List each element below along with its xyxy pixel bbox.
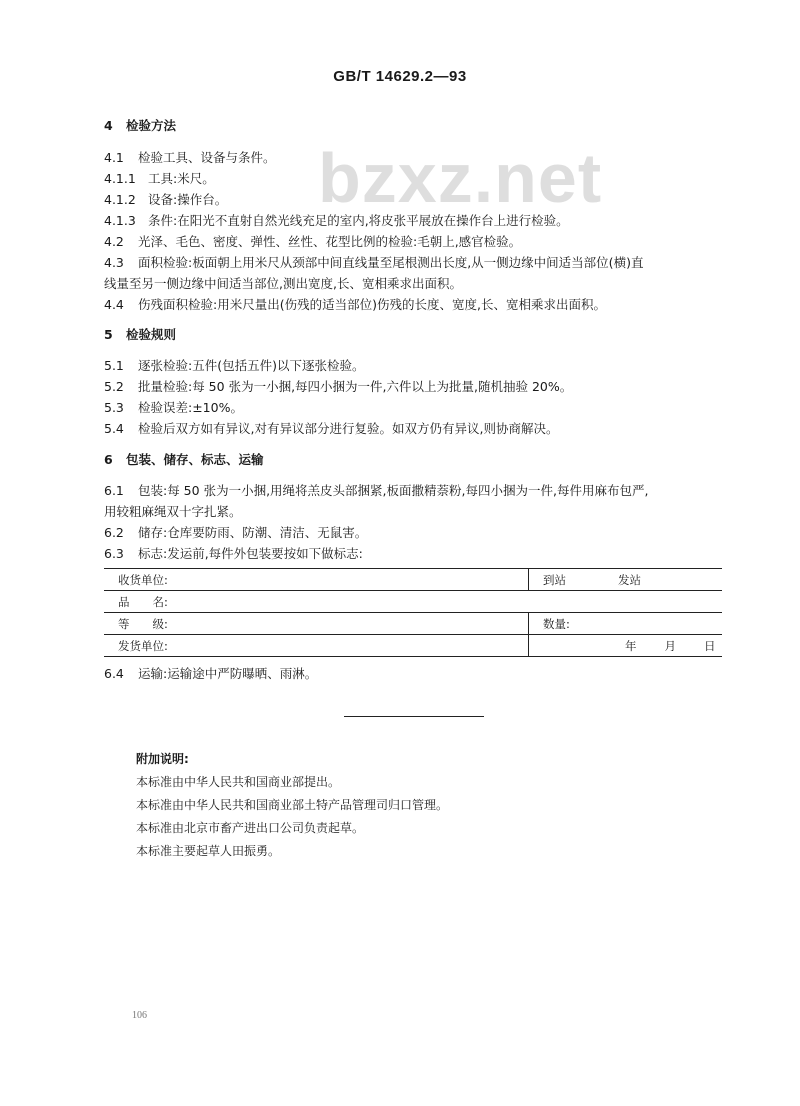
clause-5-3 — [104, 400, 243, 416]
clause-4-4 — [104, 297, 606, 313]
section-4-title — [104, 118, 176, 134]
clause-6-1 — [104, 483, 648, 499]
clause-text: 光泽、毛色、密度、弹性、丝性、花型比例的检验:毛朝上,感官检验。 — [138, 234, 522, 249]
section-title-text: 检验规则 — [126, 327, 177, 342]
clause-number: 4.4 — [104, 297, 124, 312]
clause-text: 工具:米尺。 — [148, 171, 215, 186]
clause-number: 4.2 — [104, 234, 124, 249]
clause-text: 检验后双方如有异议,对有异议部分进行复验。如双方仍有异议,则协商解决。 — [138, 421, 559, 436]
clause-4-1 — [104, 150, 276, 166]
clause-5-2 — [104, 379, 572, 395]
clause-4-1-1 — [104, 171, 215, 187]
clause-number: 4.1.2 — [104, 192, 136, 207]
clause-6-2 — [104, 525, 367, 541]
clause-6-1-continued: 用较粗麻绳双十字扎紧。 — [104, 504, 242, 519]
clause-5-4 — [104, 421, 558, 437]
section-title-text: 检验方法 — [126, 118, 177, 133]
note-line: 本标准由中华人民共和国商业部土特产品管理司归口管理。 — [136, 798, 449, 812]
clause-number: 6.2 — [104, 525, 124, 540]
station-cell — [529, 569, 723, 591]
station-from-label: 发站 — [618, 572, 641, 587]
station-to-label: 到站 — [543, 572, 566, 587]
year-label: 年 — [625, 638, 637, 653]
standard-header: GB/T 14629.2—93 — [333, 68, 467, 85]
clause-number: 6.1 — [104, 483, 124, 498]
clause-number: 6.3 — [104, 546, 124, 561]
clause-5-1 — [104, 358, 364, 374]
section-number: 4 — [104, 118, 113, 133]
page-number: 106 — [132, 1010, 147, 1021]
watermark: bzxz.net — [318, 139, 603, 217]
section-number: 6 — [104, 452, 113, 467]
section-title-text: 包装、储存、标志、运输 — [126, 452, 264, 467]
receiver-label: 收货单位: — [104, 569, 529, 591]
clause-text: 设备:操作台。 — [148, 192, 228, 207]
clause-number: 5.4 — [104, 421, 124, 436]
note-line: 本标准由北京市畜产进出口公司负责起草。 — [136, 821, 365, 835]
quantity-label: 数量: — [529, 613, 723, 635]
clause-4-3-continued: 线量至另一侧边缘中间适当部位,测出宽度,长、宽相乘求出面积。 — [104, 276, 462, 291]
clause-4-3 — [104, 255, 643, 271]
clause-number: 4.1.1 — [104, 171, 136, 186]
clause-text: 检验误差:±10%。 — [138, 400, 243, 415]
clause-text: 批量检验:每 50 张为一小捆,每四小捆为一件,六件以上为批量,随机抽验 20%。 — [138, 379, 573, 394]
clause-number: 5.1 — [104, 358, 124, 373]
clause-text: 储存:仓库要防雨、防潮、清洁、无鼠害。 — [138, 525, 368, 540]
clause-text: 包装:每 50 张为一小捆,用绳将羔皮头部捆紧,板面撒精萘粉,每四小捆为一件,每件用麻布包严, — [138, 483, 649, 498]
table-row — [104, 591, 722, 613]
clause-text: 运输:运输途中严防曝晒、雨淋。 — [138, 666, 318, 681]
day-label: 日 — [704, 638, 716, 653]
clause-number: 6.4 — [104, 666, 124, 681]
date-cell — [529, 635, 723, 657]
product-label: 品 名: — [104, 591, 722, 613]
month-label: 月 — [664, 638, 676, 653]
sender-label: 发货单位: — [104, 635, 529, 657]
section-number: 5 — [104, 327, 113, 342]
clause-text: 逐张检验:五件(包括五件)以下逐张检验。 — [138, 358, 365, 373]
clause-number: 4.1.3 — [104, 213, 136, 228]
clause-4-2 — [104, 234, 521, 250]
clause-number: 4.3 — [104, 255, 124, 270]
clause-6-4 — [104, 666, 317, 682]
note-line: 本标准主要起草人田振勇。 — [136, 844, 281, 858]
clause-number: 5.2 — [104, 379, 124, 394]
notes-title: 附加说明: — [136, 752, 189, 766]
clause-text: 检验工具、设备与条件。 — [138, 150, 276, 165]
clause-text: 标志:发运前,每件外包装要按如下做标志: — [138, 546, 363, 561]
table-row — [104, 569, 722, 591]
clause-text: 伤残面积检验:用米尺量出(伤残的适当部位)伤残的长度、宽度,长、宽相乘求出面积。 — [138, 297, 606, 312]
note-line: 本标准由中华人民共和国商业部提出。 — [136, 775, 341, 789]
clause-text: 面积检验:板面朝上用米尺从颈部中间直线量至尾根测出长度,从一侧边缘中间适当部位(横)直 — [138, 255, 644, 270]
table-row — [104, 635, 722, 657]
shipping-mark-table — [104, 568, 722, 657]
grade-label: 等 级: — [104, 613, 529, 635]
clause-number: 4.1 — [104, 150, 124, 165]
table-row — [104, 613, 722, 635]
clause-4-1-3 — [104, 213, 569, 229]
clause-text: 条件:在阳光不直射自然光线充足的室内,将皮张平展放在操作台上进行检验。 — [148, 213, 569, 228]
clause-4-1-2 — [104, 192, 227, 208]
section-5-title — [104, 327, 176, 343]
section-6-title — [104, 452, 264, 468]
divider — [344, 716, 484, 717]
clause-number: 5.3 — [104, 400, 124, 415]
clause-6-3 — [104, 546, 363, 562]
